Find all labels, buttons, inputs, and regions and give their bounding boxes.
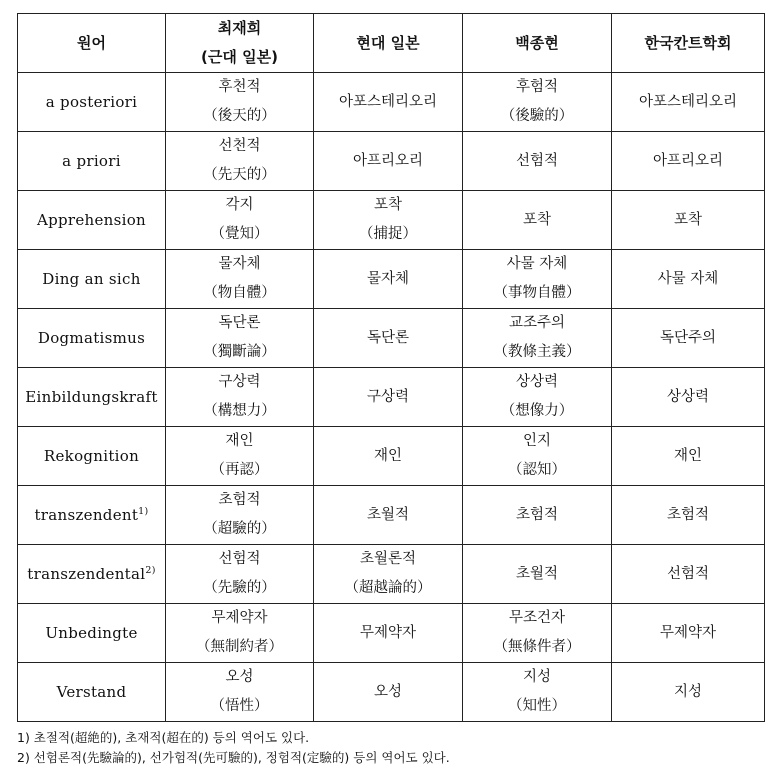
- cell-baek: [463, 545, 612, 604]
- header-modern-japan: 현대 일본: [314, 14, 463, 73]
- korean-term: 후험적: [515, 79, 559, 95]
- cell-choi: [166, 663, 314, 722]
- korean-term: 사물 자체: [657, 270, 719, 287]
- korean-term: 사물 자체: [506, 256, 568, 272]
- table-row: [18, 191, 765, 250]
- footnote-marker: 2): [145, 564, 156, 576]
- cell-choi: [166, 250, 314, 309]
- hanja-term: （無制約者）: [196, 639, 283, 655]
- cell-kant-society: [612, 545, 765, 604]
- term-text: Rekognition: [43, 446, 140, 465]
- term-text: Apprehension: [36, 210, 147, 229]
- korean-term: 재인: [373, 447, 402, 464]
- korean-term: 오성: [373, 683, 402, 700]
- cell-original-term: [18, 486, 166, 545]
- cell-baek: [463, 368, 612, 427]
- table-row: [18, 427, 765, 486]
- korean-term: 초험적: [515, 506, 559, 523]
- term-text: Einbildungskraft: [25, 387, 158, 406]
- table-row: [18, 486, 765, 545]
- cell-modern-japan: [314, 73, 463, 132]
- korean-term: 포착: [522, 211, 551, 228]
- korean-term: 지성: [522, 669, 551, 685]
- hanja-term: （想像力）: [500, 403, 574, 419]
- cell-original-term: [18, 545, 166, 604]
- korean-term: 무제약자: [659, 624, 717, 641]
- cell-baek: [463, 486, 612, 545]
- korean-term: 재인: [225, 433, 254, 449]
- cell-kant-society: [612, 309, 765, 368]
- cell-choi: [166, 486, 314, 545]
- cell-kant-society: [612, 191, 765, 250]
- korean-term: 상상력: [666, 388, 710, 405]
- cell-baek: [463, 427, 612, 486]
- cell-choi: [166, 427, 314, 486]
- korean-term: 아포스테리오리: [338, 93, 438, 110]
- hanja-term: （構想力）: [203, 403, 276, 419]
- table-row: [18, 604, 765, 663]
- cell-modern-japan: [314, 663, 463, 722]
- header-original-term: 원어: [18, 14, 166, 73]
- header-kant-society: 한국칸트학회: [612, 14, 765, 73]
- korean-term: 무제약자: [211, 610, 268, 626]
- header-choi-label: 최재희: [217, 19, 262, 37]
- cell-modern-japan: [314, 486, 463, 545]
- term-text: Dogmatismus: [37, 328, 146, 347]
- cell-choi: [166, 132, 314, 191]
- korean-term: 아포스테리오리: [638, 93, 738, 110]
- korean-term: 선험적: [218, 551, 261, 567]
- korean-term: 초월론적: [359, 551, 417, 567]
- term-text: Ding an sich: [42, 269, 141, 288]
- korean-term: 아프리오리: [652, 152, 724, 169]
- term-text: Unbedingte: [45, 623, 138, 642]
- hanja-term: （覺知）: [210, 226, 269, 242]
- cell-modern-japan: [314, 604, 463, 663]
- hanja-term: （超驗的）: [203, 521, 276, 537]
- cell-baek: [463, 73, 612, 132]
- korean-term: 독단주의: [659, 329, 717, 346]
- term-text: transzendental: [27, 564, 146, 583]
- term-text: a posteriori: [45, 92, 138, 111]
- table-row: [18, 663, 765, 722]
- cell-kant-society: [612, 427, 765, 486]
- korean-term: 초험적: [666, 506, 710, 523]
- footnote-2: 2) 선험론적(先驗論的), 선가험적(先可驗的), 정험적(定驗的) 등의 역어도 있다.: [17, 750, 450, 765]
- korean-term: 독단론: [366, 329, 410, 346]
- cell-original-term: [18, 132, 166, 191]
- korean-term: 초험적: [218, 492, 261, 508]
- cell-choi: [166, 368, 314, 427]
- cell-baek: [463, 309, 612, 368]
- hanja-term: （悟性）: [210, 698, 269, 714]
- hanja-term: （認知）: [508, 462, 566, 478]
- cell-baek: [463, 132, 612, 191]
- cell-kant-society: [612, 604, 765, 663]
- cell-modern-japan: [314, 191, 463, 250]
- hanja-term: （超越論的）: [344, 580, 432, 596]
- korean-term: 각지: [225, 197, 254, 213]
- korean-term: 선험적: [515, 152, 559, 169]
- cell-baek: [463, 604, 612, 663]
- korean-term: 독단론: [218, 315, 261, 331]
- korean-term: 무제약자: [359, 624, 417, 641]
- footnote-1: 1) 초절적(超絶的), 초재적(超在的) 등의 역어도 있다.: [17, 730, 310, 745]
- cell-choi: [166, 604, 314, 663]
- cell-modern-japan: [314, 250, 463, 309]
- term-text: Verstand: [56, 682, 127, 701]
- hanja-term: （先驗的）: [203, 580, 276, 596]
- korean-term: 포착: [373, 197, 402, 213]
- cell-kant-society: [612, 486, 765, 545]
- cell-kant-society: [612, 663, 765, 722]
- korean-term: 초월적: [366, 506, 410, 523]
- hanja-term: （再認）: [210, 462, 269, 478]
- cell-modern-japan: [314, 368, 463, 427]
- hanja-term: （後天的）: [203, 108, 276, 124]
- hanja-term: （捕捉）: [359, 226, 417, 242]
- korean-term: 상상력: [515, 374, 559, 390]
- table-row: [18, 545, 765, 604]
- table-row: [18, 132, 765, 191]
- korean-term: 초월적: [515, 565, 559, 582]
- cell-baek: [463, 663, 612, 722]
- korean-term: 재인: [673, 447, 702, 464]
- cell-kant-society: [612, 368, 765, 427]
- korean-term: 물자체: [218, 256, 261, 272]
- korean-term: 선험적: [666, 565, 710, 582]
- cell-choi: [166, 309, 314, 368]
- table-row: [18, 73, 765, 132]
- hanja-term: （教條主義）: [493, 344, 581, 360]
- korean-term: 구상력: [366, 388, 410, 405]
- cell-choi: [166, 191, 314, 250]
- hanja-term: （無條件者）: [493, 639, 581, 655]
- header-choi: [166, 14, 314, 73]
- korean-term: 물자체: [366, 270, 410, 287]
- translation-table: [17, 13, 765, 722]
- cell-original-term: [18, 250, 166, 309]
- hanja-term: （後驗的）: [500, 108, 574, 124]
- table-row: [18, 309, 765, 368]
- korean-term: 인지: [522, 433, 551, 449]
- hanja-term: （先天的）: [203, 167, 276, 183]
- cell-kant-society: [612, 132, 765, 191]
- hanja-term: （獨斷論）: [203, 344, 276, 360]
- cell-original-term: [18, 427, 166, 486]
- cell-kant-society: [612, 73, 765, 132]
- header-baek: 백종현: [463, 14, 612, 73]
- korean-term: 교조주의: [508, 315, 566, 331]
- cell-modern-japan: [314, 427, 463, 486]
- footnotes: [17, 728, 450, 768]
- cell-modern-japan: [314, 545, 463, 604]
- header-choi-sub: (근대 일본): [201, 48, 278, 66]
- hanja-term: （知性）: [508, 698, 566, 714]
- cell-original-term: [18, 309, 166, 368]
- korean-term: 무조건자: [508, 610, 566, 626]
- footnote-marker: 1): [138, 505, 149, 517]
- cell-choi: [166, 545, 314, 604]
- cell-choi: [166, 73, 314, 132]
- korean-term: 지성: [673, 683, 702, 700]
- cell-baek: [463, 191, 612, 250]
- term-text: a priori: [62, 151, 121, 170]
- cell-original-term: [18, 368, 166, 427]
- hanja-term: （物自體）: [203, 285, 276, 301]
- korean-term: 아프리오리: [352, 152, 424, 169]
- cell-baek: [463, 250, 612, 309]
- table-row: [18, 368, 765, 427]
- cell-original-term: [18, 663, 166, 722]
- cell-original-term: [18, 191, 166, 250]
- cell-original-term: [18, 73, 166, 132]
- korean-term: 구상력: [218, 374, 261, 390]
- cell-modern-japan: [314, 132, 463, 191]
- hanja-term: （事物自體）: [493, 285, 581, 301]
- korean-term: 오성: [225, 669, 254, 685]
- term-text: transzendent: [34, 505, 139, 524]
- cell-kant-society: [612, 250, 765, 309]
- table-row: [18, 250, 765, 309]
- korean-term: 후천적: [218, 79, 261, 95]
- korean-term: 포착: [673, 211, 702, 228]
- cell-modern-japan: [314, 309, 463, 368]
- cell-original-term: [18, 604, 166, 663]
- korean-term: 선천적: [218, 138, 261, 154]
- header-row: [18, 14, 765, 73]
